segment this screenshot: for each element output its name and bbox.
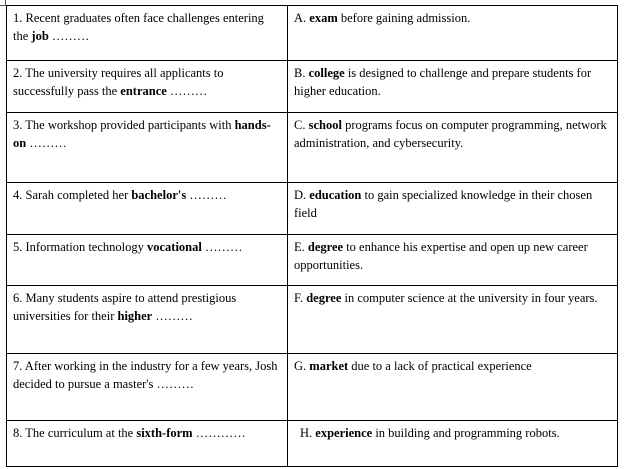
sentence-start-text: 4. Sarah completed her bbox=[13, 188, 132, 202]
sentence-end-cell bbox=[288, 6, 618, 61]
option-text: due to a lack of practical experience bbox=[348, 359, 532, 373]
option-keyword: school bbox=[308, 118, 342, 132]
sentence-start-cell bbox=[7, 421, 288, 467]
option-letter: E. bbox=[294, 240, 308, 254]
blank-dots: ……… bbox=[166, 84, 208, 98]
table-row bbox=[7, 286, 618, 354]
sentence-start-text: 2. The university requires all applicants to successfully pass the bbox=[13, 66, 224, 98]
sentence-start-cell bbox=[7, 286, 288, 354]
keyword: entrance bbox=[120, 84, 167, 98]
sentence-end-cell bbox=[288, 235, 618, 286]
option-letter: D. bbox=[294, 188, 310, 202]
blank-dots: ……… bbox=[201, 240, 243, 254]
option-letter: B. bbox=[294, 66, 309, 80]
blank-dots: ……… bbox=[152, 309, 193, 323]
option-letter: A. bbox=[294, 11, 310, 25]
sentence-end-cell bbox=[288, 354, 618, 421]
option-text: before gaining admission. bbox=[337, 11, 471, 25]
table-row bbox=[7, 6, 618, 61]
option-keyword: exam bbox=[309, 11, 338, 25]
blank-dots: ……… bbox=[26, 136, 67, 150]
keyword: bachelor's bbox=[131, 188, 187, 202]
sentence-start-cell bbox=[7, 6, 288, 61]
sentence-start-text: 6. Many students aspire to attend prestigious universities for their bbox=[13, 291, 237, 323]
sentence-start-cell bbox=[7, 183, 288, 235]
keyword: higher bbox=[117, 309, 153, 323]
option-keyword: market bbox=[309, 359, 349, 373]
table-row bbox=[7, 354, 618, 421]
option-keyword: degree bbox=[307, 240, 344, 254]
keyword: hands-on bbox=[13, 118, 271, 150]
sentence-start-cell bbox=[7, 113, 288, 183]
sentence-start-text: 7. After working in the industry for a few years, Josh decided to pursue a master's bbox=[13, 359, 278, 391]
option-text: in building and programming robots. bbox=[372, 426, 560, 440]
table-row bbox=[7, 183, 618, 235]
keyword: sixth-form bbox=[136, 426, 193, 440]
option-letter: C. bbox=[294, 118, 309, 132]
table-row bbox=[7, 235, 618, 286]
blank-dots: ……… bbox=[156, 377, 195, 391]
option-text: to gain specialized knowledge in their chosen field bbox=[294, 188, 593, 220]
table-row bbox=[7, 421, 618, 467]
option-keyword: experience bbox=[315, 426, 373, 440]
table-row bbox=[7, 113, 618, 183]
option-keyword: college bbox=[308, 66, 345, 80]
sentence-end-cell bbox=[288, 183, 618, 235]
option-wrap bbox=[294, 424, 560, 442]
sentence-start-text: 8. The curriculum at the bbox=[13, 426, 137, 440]
sentence-start-text: 5. Information technology bbox=[13, 240, 147, 254]
blank-dots: ………… bbox=[192, 426, 246, 440]
table-row bbox=[7, 61, 618, 113]
option-letter: F. bbox=[294, 291, 307, 305]
sentence-start-cell bbox=[7, 235, 288, 286]
option-text: to enhance his expertise and open up new career opportunities. bbox=[294, 240, 588, 272]
keyword: vocational bbox=[147, 240, 202, 254]
blank-dots: ……… bbox=[186, 188, 227, 202]
sentence-start-cell bbox=[7, 354, 288, 421]
sentence-end-cell bbox=[288, 113, 618, 183]
option-text: in computer science at the university in four years. bbox=[341, 291, 598, 305]
keyword: job bbox=[31, 29, 49, 43]
blank-dots: ……… bbox=[48, 29, 90, 43]
option-letter: G. bbox=[294, 359, 310, 373]
option-letter: H. bbox=[300, 426, 316, 440]
option-keyword: degree bbox=[306, 291, 342, 305]
sentence-end-cell bbox=[288, 286, 618, 354]
sentence-start-text: 1. Recent graduates often face challenges entering the bbox=[13, 11, 264, 43]
option-text: programs focus on computer programming, network administration, and cybersecurity. bbox=[294, 118, 607, 150]
matching-table bbox=[6, 5, 618, 467]
sentence-end-cell bbox=[288, 421, 618, 467]
option-keyword: education bbox=[309, 188, 362, 202]
sentence-start-text: 3. The workshop provided participants with bbox=[13, 118, 235, 132]
option-text: is designed to challenge and prepare students for higher education. bbox=[294, 66, 592, 98]
sentence-end-cell bbox=[288, 61, 618, 113]
sentence-start-cell bbox=[7, 61, 288, 113]
